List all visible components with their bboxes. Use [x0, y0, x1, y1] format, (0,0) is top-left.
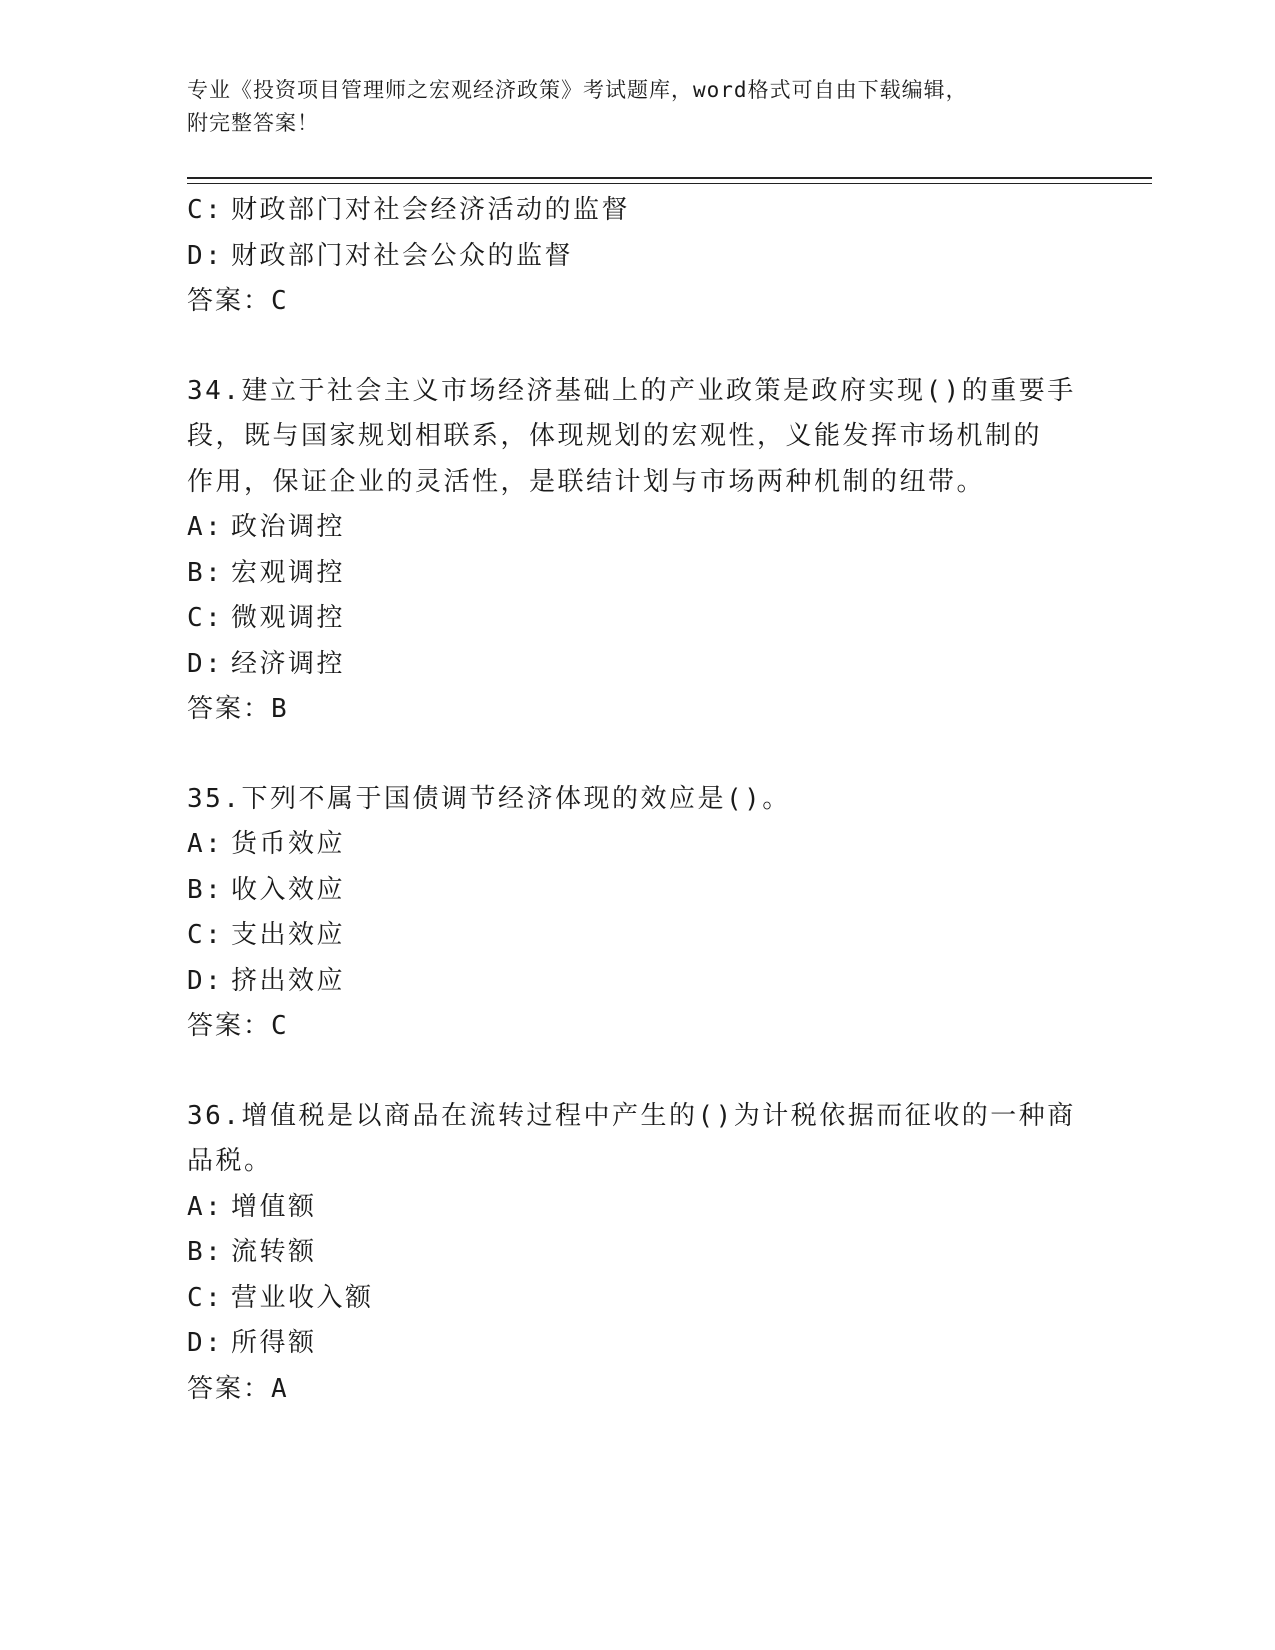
option-key: B: [187, 874, 224, 905]
header-divider-thin [187, 183, 1152, 184]
document-header [187, 74, 1087, 140]
option-text: 营业收入额 [231, 1282, 374, 1313]
option-key: D: [187, 1328, 224, 1358]
answer-line: 答案：B [187, 694, 289, 724]
option-line [187, 188, 1087, 234]
option-line [187, 1321, 1087, 1367]
option-line [187, 234, 1087, 280]
option-key: B: [187, 1237, 224, 1267]
option-key: D: [187, 648, 224, 679]
option-text: 微观调控 [231, 603, 346, 633]
option-line [187, 1185, 1087, 1231]
option-line [187, 913, 1087, 959]
option-text: 所得额 [231, 1328, 317, 1358]
question-34 [187, 369, 1087, 733]
option-line [187, 868, 1087, 914]
answer-line: 答案：C [187, 1011, 289, 1041]
header-line-1: 专业《投资项目管理师之宏观经济政策》考试题库，word格式可自由下载编辑， [187, 78, 968, 102]
option-text: 货币效应 [231, 829, 346, 859]
option-key: D: [187, 240, 224, 271]
option-key: C: [187, 603, 224, 633]
option-line [187, 959, 1087, 1005]
option-text: 增值额 [231, 1191, 317, 1222]
spacer [187, 1050, 1087, 1094]
option-key: A: [187, 1191, 224, 1222]
option-key: B: [187, 557, 224, 588]
option-text: 宏观调控 [231, 557, 346, 588]
option-text: 挤出效应 [231, 965, 346, 996]
option-text: 政治调控 [231, 512, 346, 542]
spacer [187, 733, 1087, 777]
option-line [187, 505, 1087, 551]
option-key: D: [187, 965, 224, 996]
option-text: 收入效应 [231, 874, 346, 905]
spacer [187, 325, 1087, 369]
option-line [187, 1276, 1087, 1322]
option-line [187, 551, 1087, 597]
option-text: 流转额 [231, 1237, 317, 1267]
option-key: C: [187, 920, 224, 950]
option-line [187, 642, 1087, 688]
option-text: 经济调控 [231, 648, 346, 679]
question-stem-line: 36.增值税是以商品在流转过程中产生的()为计税依据而征收的一种商 [187, 1100, 1076, 1131]
question-35 [187, 777, 1087, 1050]
question-stem-line: 品税。 [187, 1146, 273, 1176]
option-line [187, 822, 1087, 868]
option-key: C: [187, 1282, 224, 1313]
option-key: C: [187, 195, 224, 225]
answer-line: 答案：C [187, 286, 289, 316]
option-text: 财政部门对社会公众的监督 [231, 240, 574, 271]
header-divider-thick [187, 177, 1152, 179]
question-content [187, 188, 1087, 1412]
question-36 [187, 1094, 1087, 1413]
option-text: 财政部门对社会经济活动的监督 [231, 195, 631, 225]
option-line [187, 1230, 1087, 1276]
option-line [187, 596, 1087, 642]
option-key: A: [187, 512, 224, 542]
answer-line: 答案：A [187, 1373, 289, 1404]
question-stem-line: 34.建立于社会主义市场经济基础上的产业政策是政府实现()的重要手 [187, 375, 1076, 406]
header-line-2: 附完整答案！ [187, 111, 319, 135]
option-text: 支出效应 [231, 920, 346, 950]
question-stem-line: 35.下列不属于国债调节经济体现的效应是()。 [187, 783, 791, 814]
question-stem-line: 作用，保证企业的灵活性，是联结计划与市场两种机制的纽带。 [187, 466, 986, 497]
question-33-continued [187, 188, 1087, 325]
question-stem-line: 段，既与国家规划相联系，体现规划的宏观性，义能发挥市场机制的 [187, 421, 1043, 451]
option-key: A: [187, 829, 224, 859]
